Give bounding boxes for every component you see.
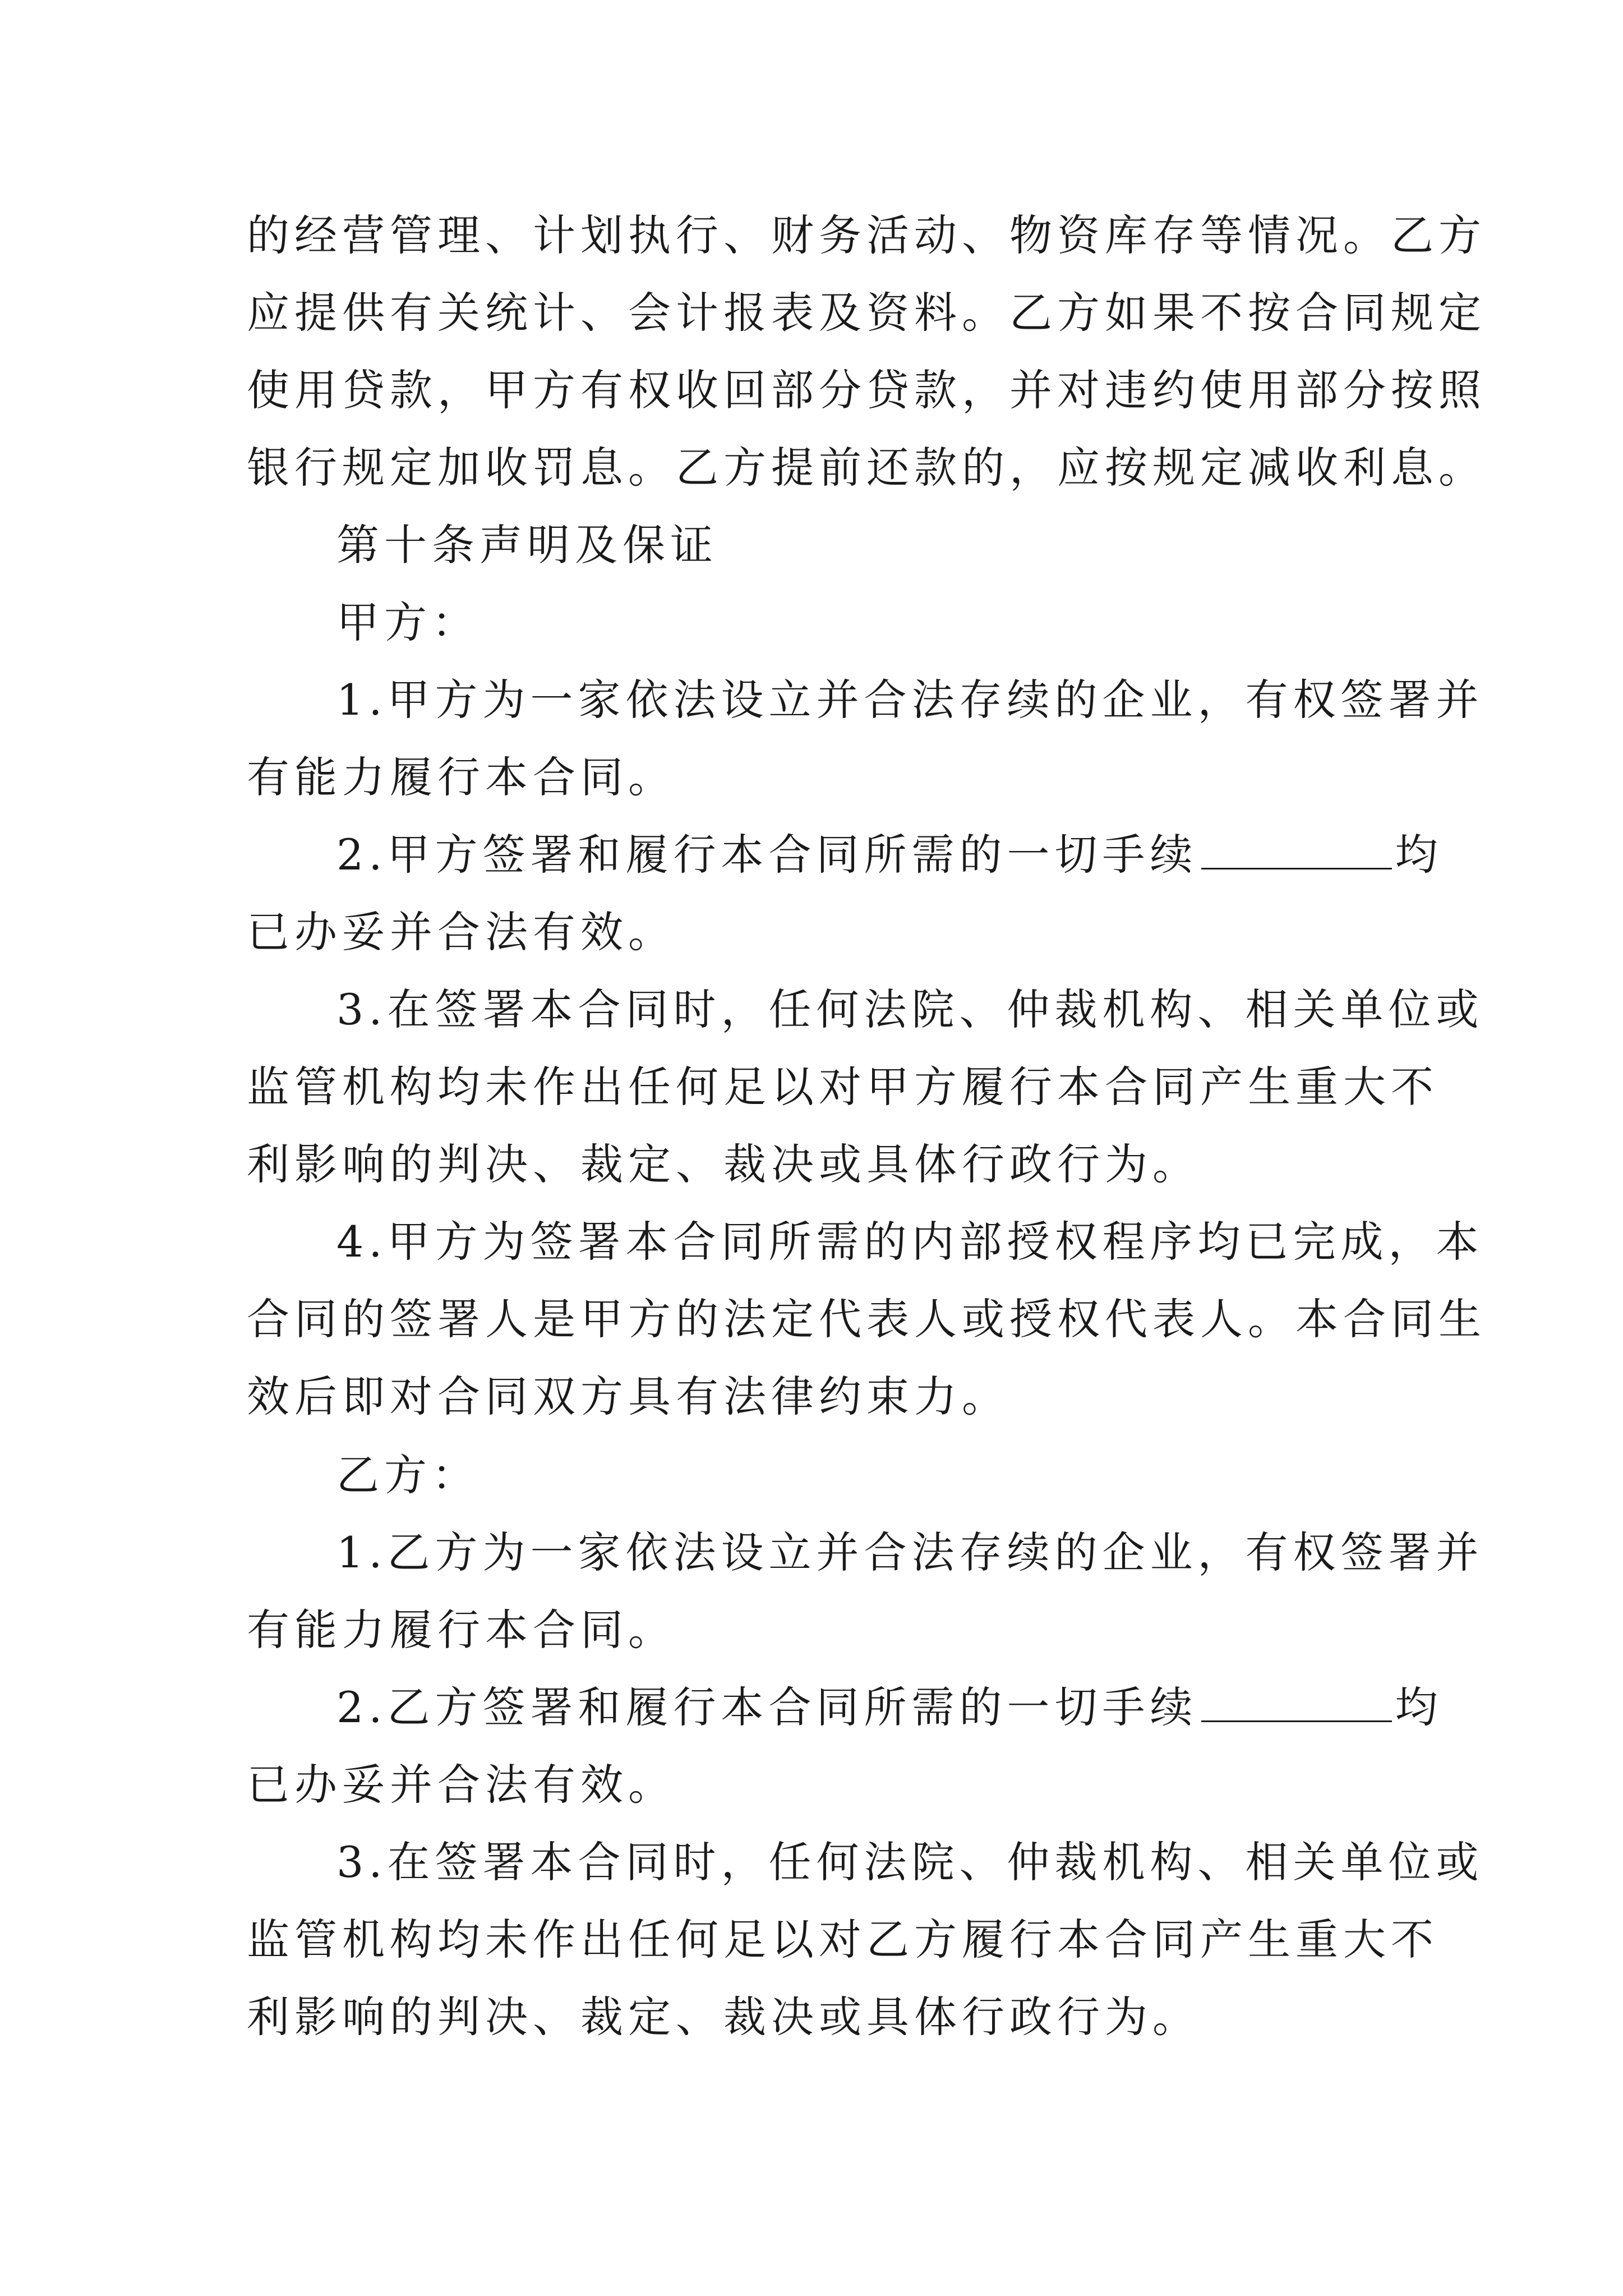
party-b-item-3-cont: 监管机构均未作出任何足以对乙方履行本合同产生重大不 (247, 1915, 1438, 1964)
party-a-item-2 (336, 827, 1443, 883)
party-a-item-3-cont: 监管机构均未作出任何足以对甲方履行本合同产生重大不 (247, 1062, 1438, 1112)
paragraph-line: 银行规定加收罚息。乙方提前还款的，应按规定减收利息。 (247, 443, 1486, 493)
party-b-item-2-cont: 已办妥并合法有效。 (247, 1760, 676, 1810)
party-a-item-2-tail: 均 (1395, 830, 1443, 880)
party-b-item-1-cont: 有能力履行本合同。 (247, 1605, 676, 1655)
article-title: 第十条声明及保证 (336, 520, 718, 570)
paragraph-line: 的经营管理、计划执行、财务活动、物资库存等情况。乙方 (247, 210, 1486, 260)
party-b-item-2 (336, 1680, 1443, 1736)
party-a-item-3: 3.在签署本合同时，任何法院、仲裁机构、相关单位或 (336, 984, 1484, 1034)
party-a-item-1: 1.甲方为一家依法设立并合法存续的企业，有权签署并 (336, 675, 1484, 725)
party-a-item-2-cont: 已办妥并合法有效。 (247, 907, 676, 957)
party-a-item-3-cont: 利影响的判决、裁定、裁决或具体行政行为。 (247, 1139, 1200, 1189)
party-a-item-4-cont: 合同的签署人是甲方的法定代表人或授权代表人。本合同生 (247, 1294, 1486, 1344)
party-b-item-3-cont: 利影响的判决、裁定、裁决或具体行政行为。 (247, 1992, 1200, 2042)
party-a-item-4-cont: 效后即对合同双方具有法律约束力。 (247, 1372, 1009, 1421)
party-b-item-2-text: 2.乙方签署和履行本合同所需的一切手续 (336, 1682, 1198, 1732)
party-b-item-3: 3.在签署本合同时，任何法院、仲裁机构、相关单位或 (336, 1837, 1484, 1887)
party-a-heading: 甲方： (336, 597, 479, 647)
paragraph-line: 使用贷款，甲方有权收回部分贷款，并对违约使用部分按照 (247, 365, 1486, 415)
party-b-heading: 乙方： (336, 1450, 479, 1500)
party-a-item-4: 4.甲方为签署本合同所需的内部授权程序均已完成，本 (336, 1217, 1484, 1267)
fill-in-blank (1201, 1687, 1392, 1722)
party-b-item-1: 1.乙方为一家依法设立并合法存续的企业，有权签署并 (336, 1527, 1484, 1577)
party-b-item-2-tail: 均 (1395, 1682, 1443, 1732)
fill-in-blank (1201, 834, 1392, 869)
party-a-item-2-text: 2.甲方签署和履行本合同所需的一切手续 (336, 830, 1198, 880)
paragraph-line: 应提供有关统计、会计报表及资料。乙方如果不按合同规定 (247, 288, 1486, 338)
party-a-item-1-cont: 有能力履行本合同。 (247, 752, 676, 802)
